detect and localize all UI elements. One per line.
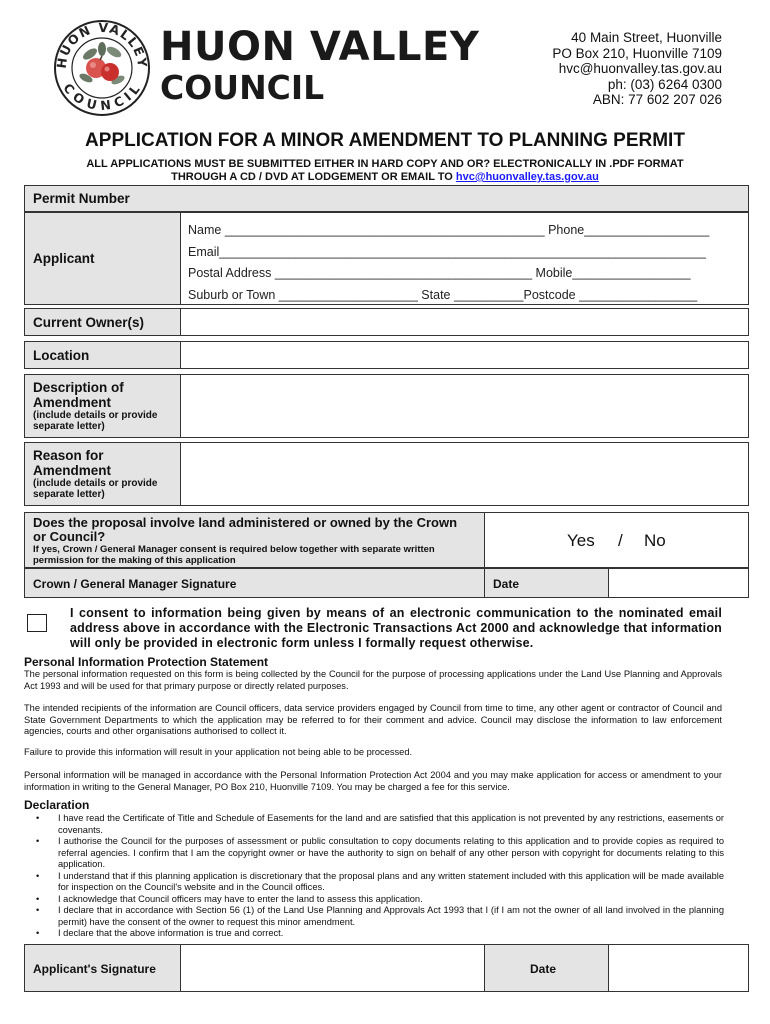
submission-line2-prefix: THROUGH A CD / DVD AT LODGEMENT OR EMAIL TO xyxy=(171,171,456,183)
declaration-item: • I declare that in accordance with Section 56 (1) of the Land Use Planning and Approvals Act 1993 that I (if I am not the owner of all land involved in the planning permit) have the consent of the owner to request this minor amendment. xyxy=(36,905,724,928)
no-option[interactable]: No xyxy=(644,531,666,550)
applicant-suburb-line[interactable]: Suburb or Town ____________________ State __________Postcode _________________ xyxy=(188,288,698,302)
submission-line1: ALL APPLICATIONS MUST BE SUBMITTED EITHER IN HARD COPY AND OR? ELECTRONICALLY IN .PDF FORMAT xyxy=(86,158,684,170)
address-email[interactable]: hvc@huonvalley.tas.gov.au xyxy=(558,61,722,76)
address-street: 40 Main Street, Huonville xyxy=(571,30,722,45)
address-phone: ph: (03) 6264 0300 xyxy=(607,76,722,92)
privacy-paragraph-4: Personal information will be managed in accordance with the Personal Information Protection Act 2004 and you may make application for access or amendment to your information in writing to the General Manager, PO Box 210, Huonville 7109. You may be charged a fee for this service. xyxy=(24,770,722,792)
privacy-paragraph-2: The intended recipients of the information are Council officers, data service providers engaged by Council from time to time, any other agent or contractor of Council and State Government Departments to which the application may be referred to for their comment and advice. Council may disclose the information to law enforcement agencies, courts and other organisations authorised to collect it. xyxy=(24,703,722,736)
declaration-item: • I acknowledge that Council officers may have to enter the land to assess this application. xyxy=(36,894,724,906)
applicant-name-phone-line[interactable]: Name ______________________________________________ Phone__________________ xyxy=(188,223,710,237)
answer-separator: / xyxy=(618,531,623,550)
description-note: (include details or provide separate letter) xyxy=(33,410,158,432)
location-field[interactable] xyxy=(180,341,749,369)
page-title: APPLICATION FOR A MINOR AMENDMENT TO PLANNING PERMIT xyxy=(85,130,685,151)
submission-line2 xyxy=(0,171,770,184)
declaration-item: • I authorise the Council for the purposes of assessment or public consultation to copy documents relating to this application and to provide copies as required to referral agencies. I confirm that I am the copyright owner or have the authority to sign on behalf of any other person with copyright for documents relating to this application. xyxy=(36,836,724,871)
declaration-item: • I understand that if this planning application is discretionary that the proposal plans and any written statement included with this application will be made available for inspection on the Council's website and in the Council offices. xyxy=(36,871,724,894)
applicant-date-label: Date xyxy=(484,944,609,992)
reason-label: Reason for Amendment xyxy=(33,448,112,478)
reason-field[interactable] xyxy=(180,442,749,506)
reason-label-cell xyxy=(24,442,181,506)
submission-email-link[interactable]: hvc@huonvalley.tas.gov.au xyxy=(455,171,599,183)
description-label-cell xyxy=(24,374,181,438)
declaration-list xyxy=(36,813,724,940)
declaration-item: • I have read the Certificate of Title and Schedule of Easements for the land and are satisfied that this application is not prevented by any restrictions, easements or covenants. xyxy=(36,813,724,836)
description-label: Description of Amendment xyxy=(33,380,124,410)
address-po-box: PO Box 210, Huonville 7109 xyxy=(552,45,722,61)
crown-date-label: Date xyxy=(484,568,609,598)
yes-option[interactable]: Yes xyxy=(567,531,595,550)
applicant-signature-label: Applicant's Signature xyxy=(24,944,181,992)
seal-text-bottom: COUNCIL xyxy=(60,80,144,114)
privacy-paragraph-3: Failure to provide this information will result in your application not being able to be processed. xyxy=(24,747,413,757)
crown-question: Does the proposal involve land administered or owned by the Crown or Council? xyxy=(33,515,458,544)
electronic-consent-text: I consent to information being given by means of an electronic communication to the nominated email address above in accordance with the Electronic Transactions Act 2000 and acknowledge that information will only be provided in electronic form unless I formally request otherwise. xyxy=(70,606,722,650)
current-owners-field[interactable] xyxy=(180,308,749,336)
privacy-paragraph-1: The personal information requested on this form is being collected by the Council for the purpose of processing applications under the Land Use Planning and Approvals Act 1993 and will be used for that primary purpose or directly related purposes. xyxy=(24,669,722,691)
crown-question-cell xyxy=(24,512,485,568)
current-owners-label: Current Owner(s) xyxy=(24,308,181,336)
consent-checkbox[interactable] xyxy=(27,614,47,632)
svg-text:COUNCIL xyxy=(60,80,144,113)
crown-note: If yes, Crown / General Manager consent is required below together with separate written permission for the making of this application xyxy=(33,544,435,566)
applicant-email-line[interactable]: Email______________________________________________________________________ xyxy=(188,245,706,259)
crown-date-field[interactable] xyxy=(608,568,749,598)
applicant-signature-field[interactable] xyxy=(180,944,485,992)
org-name-line2: COUNCIL xyxy=(160,68,325,107)
org-name-line1: HUON VALLEY xyxy=(160,24,480,70)
crown-signature-label: Crown / General Manager Signature xyxy=(24,568,485,598)
submission-instructions xyxy=(0,158,770,184)
applicant-date-field[interactable] xyxy=(608,944,749,992)
location-label: Location xyxy=(24,341,181,369)
council-seal-logo xyxy=(52,16,152,116)
privacy-heading: Personal Information Protection Statement xyxy=(24,655,269,669)
description-field[interactable] xyxy=(180,374,749,438)
applicant-label: Applicant xyxy=(24,212,181,305)
permit-number-label: Permit Number xyxy=(24,185,749,212)
address-abn: ABN: 77 602 207 026 xyxy=(592,92,722,107)
applicant-postal-mobile-line[interactable]: Postal Address _____________________________________ Mobile_________________ xyxy=(188,266,691,280)
declaration-heading: Declaration xyxy=(24,798,90,812)
reason-note: (include details or provide separate letter) xyxy=(33,478,158,500)
council-address-block xyxy=(552,30,722,108)
seal-text-top: HUON VALLEY xyxy=(53,19,151,70)
crown-answer-cell xyxy=(484,512,749,568)
declaration-item: • I declare that the above information is true and correct. xyxy=(36,928,724,940)
